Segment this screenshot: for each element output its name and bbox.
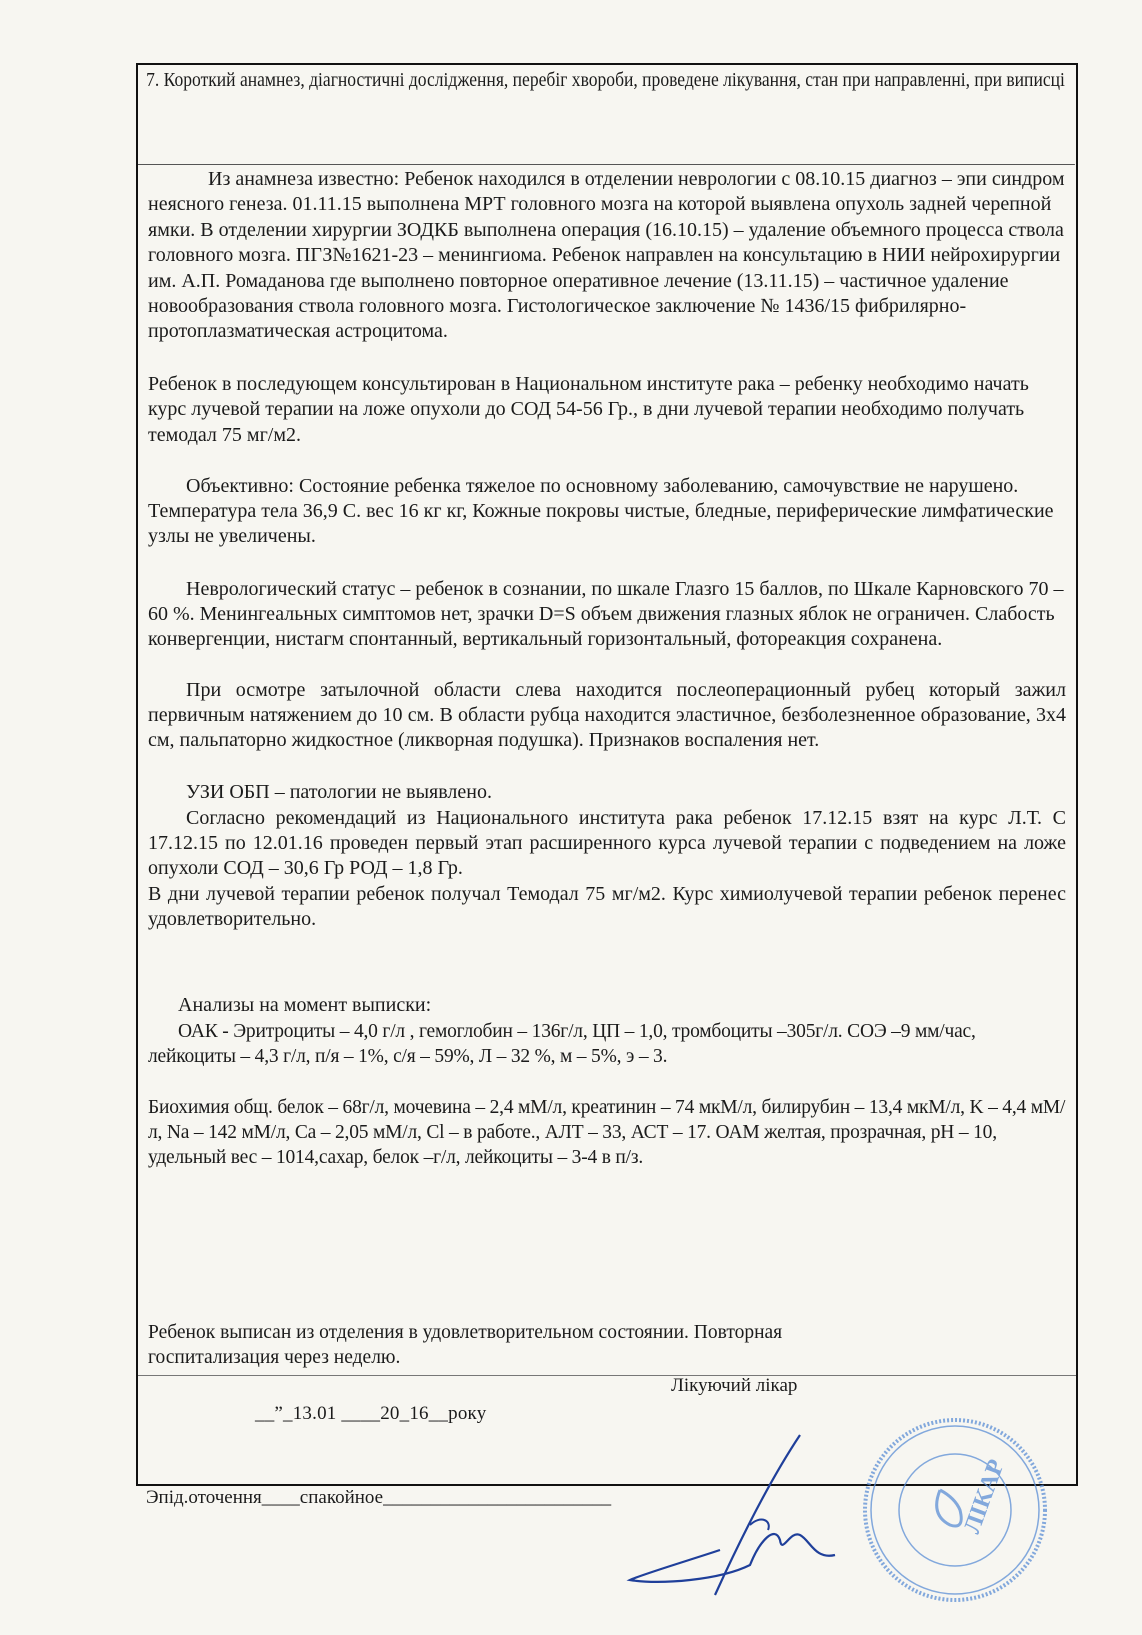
- cbc-paragraph: ОАК - Эритроциты – 4,0 г/л , гемоглобин – 136г/л, ЦП – 1,0, тромбоциты –305г/л. СОЭ –9 мм/час, лейкоциты – 4,3 г/л, п/я – 1%, с/я – 59%, Л – 32 %, м – 5%, э – 3.: [148, 1021, 976, 1067]
- doctor-signature: [600, 1430, 860, 1600]
- discharge-paragraph: Ребенок выписан из отделения в удовлетворительном состоянии. Повторная госпитализация через неделю.: [148, 1322, 783, 1368]
- biochemistry-paragraph: Биохимия общ. белок – 68г/л, мочевина – 2,4 мМ/л, креатинин – 74 мкМ/л, билирубин – 13,4 мкМ/л, K – 4,4 мМ/л, Na – 142 мМ/л, Ca – 2,05 мМ/л, Cl – в работе., АЛТ – 33, АСТ – 17. ОАМ желтая, прозрачная, рН – 10, удельный вес – 1014,сахар, белок –г/л, лейкоциты – 3-4 в п/з.: [148, 1097, 1066, 1168]
- chemo-paragraph: В дни лучевой терапии ребенок получал Темодал 75 мг/м2. Курс химиолучевой терапии ребенок перенес удовлетворительно.: [148, 883, 1066, 930]
- anamnesis-paragraph: Из анамнеза известно: Ребенок находился в отделении неврологии с 08.10.15 диагноз – эпи синдром неясного генеза. 01.11.15 выполнена МРТ головного мозга на которой выявлена опухоль задней черепной ямки. В отделении хирургии ЗОДКБ выполнена операция (16.10.15) – удаление объемного процесса ствола головного мозга. ПГЗ№1621-23 – менингиома. Ребенок направлен на консультацию в НИИ нейрохирургии им. А.П. Ромаданова где выполнено повторное оперативное лечение (13.11.15) – частичное удаление новообразования ствола головного мозга. Гистологическое заключение № 1436/15 фибрилярно-протоплазматическая астроцитома.: [148, 168, 1065, 343]
- objective-paragraph: Объективно: Состояние ребенка тяжелое по основному заболеванию, самочувствие не нарушено. Температура тела 36,9 С. вес 16 кг кг, Кожные покровы чистые, бледные, периферические лимфатические узлы не увеличены.: [148, 475, 1054, 547]
- analyses-title: Анализы на момент выписки:: [178, 994, 432, 1016]
- treating-doctor-label: Лікуючий лікар: [671, 1375, 798, 1396]
- ultrasound-paragraph: УЗИ ОБП – патологии не выявлено.: [186, 781, 492, 803]
- section-header: 7. Короткий анамнез, діагностичні дослідження, перебіг хвороби, проведене лікування, стан при направленні, при виписці: [138, 65, 1075, 165]
- section-frame: [136, 63, 1078, 1486]
- treatment-paragraph: Согласно рекомендаций из Национального института рака ребенок 17.12.15 взят на курс Л.Т. С 17.12.15 по 12.01.16 проведен первый этап расширенного курса лучевой терапии с подведением на ложе опухоли СОД – 30,6 Гр РОД – 1,8 Гр.: [148, 807, 1066, 879]
- epid-environment-line: Эпід.оточення____спакойное________________________: [146, 1487, 612, 1508]
- svg-text:ЛІКАР: ЛІКАР: [959, 1456, 1010, 1538]
- date-line: __”_13.01 ____20_16__року: [255, 1403, 487, 1424]
- doctor-stamp: [860, 1415, 1050, 1605]
- divider-line: [138, 1375, 1076, 1376]
- consultation-paragraph: Ребенок в последующем консультирован в Национальном институте рака – ребенку необходимо начать курс лучевой терапии на ложе опухоли до СОД 54-56 Гр., в дни лучевой терапии необходимо получать темодал 75 мг/м2.: [148, 373, 1029, 446]
- examination-paragraph: При осмотре затылочной области слева находится послеоперационный рубец который зажил первичным натяжением до 10 см. В области рубца находится эластичное, безболезненное образование, 3х4 см, пальпаторно жидкостное (ликворная подушка). Признаков воспаления нет.: [148, 679, 1066, 751]
- neuro-status-paragraph: Неврологический статус – ребенок в сознании, по шкале Глазго 15 баллов, по Шкале Карновского 70 – 60 %. Менингеальных симптомов нет, зрачки D=S объем движения глазных яблок не ограничен. Слабость конвергенции, нистагм спонтанный, вертикальный горизонтальный, фотореакция сохранена.: [148, 578, 1064, 650]
